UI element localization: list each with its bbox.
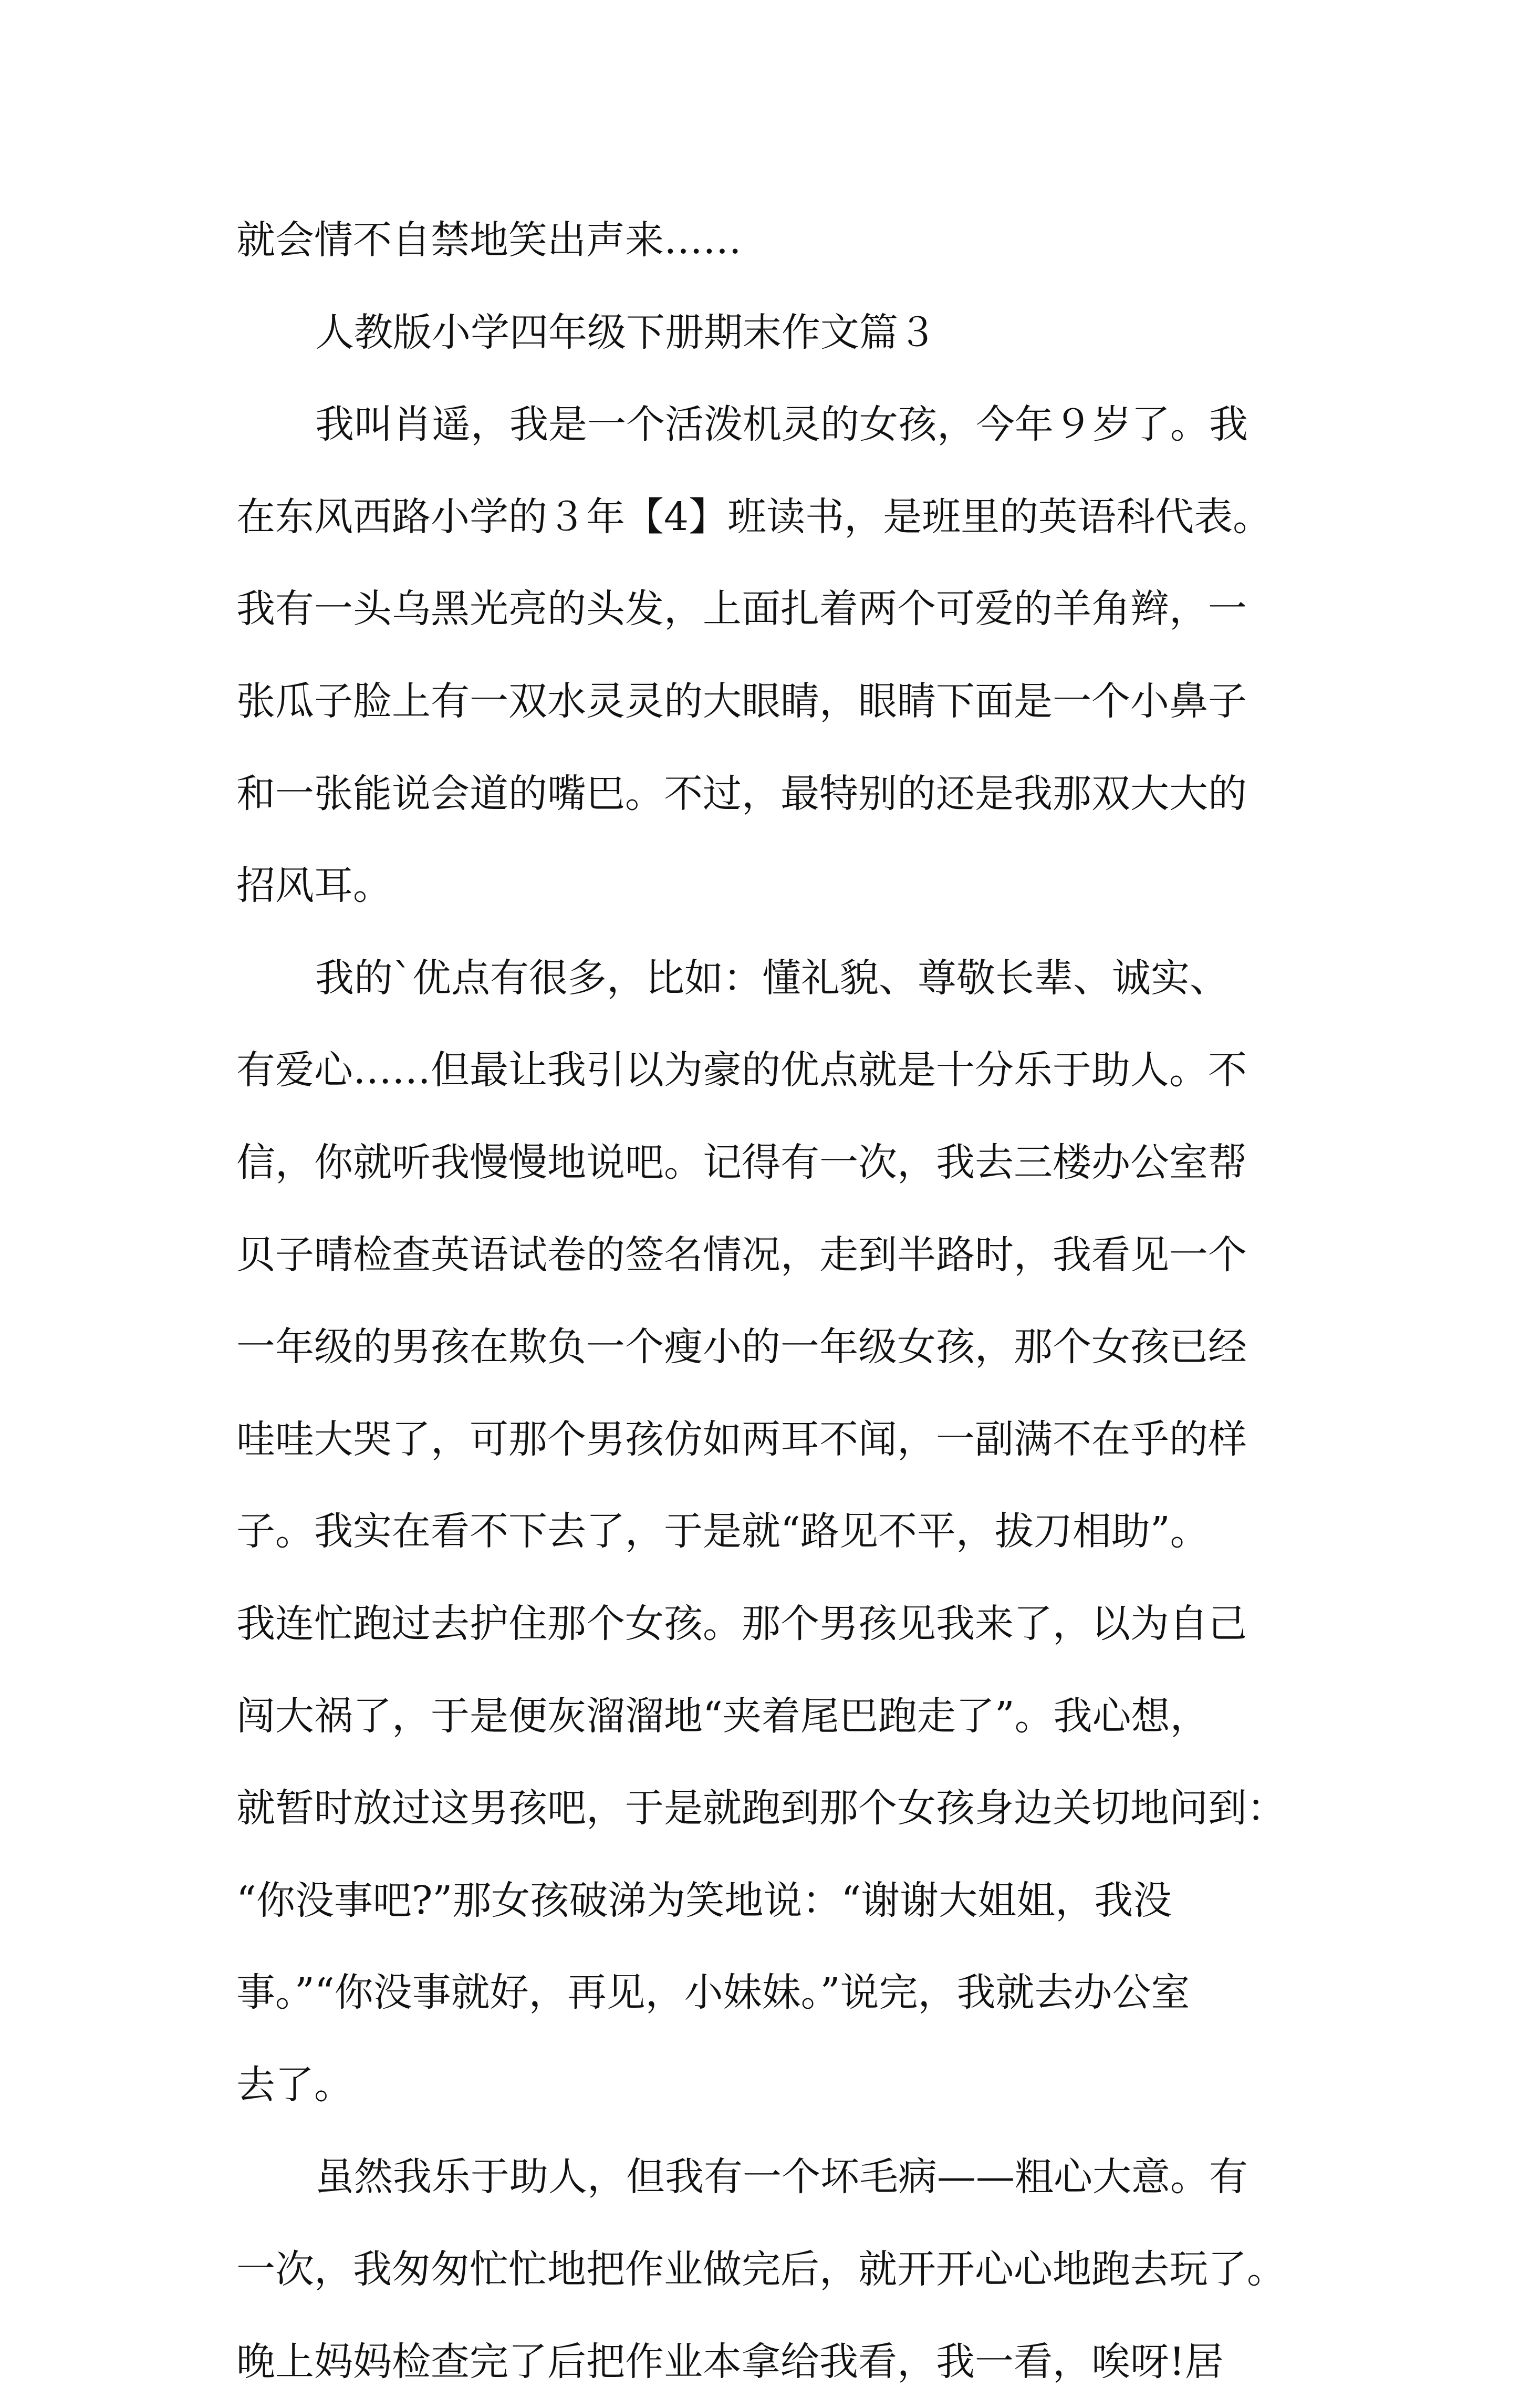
text-line: 一年级的男孩在欺负一个瘦小的一年级女孩，那个女孩已经	[236, 1324, 1247, 1370]
text-line: 贝子晴检查英语试卷的签名情况，走到半路时，我看见一个	[236, 1232, 1247, 1278]
text-line: 和一张能说会道的嘴巴。不过，最特别的还是我那双大大的	[236, 771, 1247, 816]
section-heading: 人教版小学四年级下册期末作文篇３	[315, 309, 937, 355]
text-line: 事。”“你没事就好，再见，小妹妹。”说完，我就去办公室	[236, 1970, 1190, 2016]
text-line: 闯大祸了，于是便灰溜溜地“夹着尾巴跑走了”。我心想，	[236, 1693, 1209, 1739]
paragraph-start-line: 我的`优点有很多，比如：懂礼貌、尊敬长辈、诚实、	[315, 955, 1229, 1001]
text-line: 张瓜子脸上有一双水灵灵的大眼睛，眼睛下面是一个小鼻子	[236, 678, 1247, 724]
text-line: 去了。	[236, 2062, 353, 2108]
paragraph-start-line: 我叫肖遥，我是一个活泼机灵的女孩，今年９岁了。我	[315, 402, 1248, 448]
text-line: 就会情不自禁地笑出声来……	[236, 217, 742, 263]
text-line: 子。我实在看不下去了，于是就“路见不平，拔刀相助”。	[236, 1509, 1209, 1554]
text-line: 有爱心……但最让我引以为豪的优点就是十分乐于助人。不	[236, 1047, 1247, 1093]
document-body	[236, 194, 1303, 2408]
text-line: 晚上妈妈检查完了后把作业本拿给我看，我一看，唉呀!居	[236, 2339, 1224, 2384]
paragraph-start-line: 虽然我乐于助人，但我有一个坏毛病——粗心大意。有	[315, 2154, 1248, 2200]
text-line: 我有一头乌黑光亮的头发，上面扎着两个可爱的羊角辫，一	[236, 586, 1247, 632]
text-line: 我连忙跑过去护住那个女孩。那个男孩见我来了，以为自己	[236, 1601, 1247, 1646]
text-line: 哇哇大哭了，可那个男孩仿如两耳不闻，一副满不在乎的样	[236, 1416, 1247, 1462]
text-line: 在东风西路小学的３年【4】班读书，是班里的英语科代表。	[236, 494, 1272, 539]
text-line: “你没事吧?”那女孩破涕为笑地说：“谢谢大姐姐，我没	[236, 1877, 1172, 1923]
text-line: 信，你就听我慢慢地说吧。记得有一次，我去三楼办公室帮	[236, 1139, 1247, 1185]
text-line: 就暂时放过这男孩吧，于是就跑到那个女孩身边关切地问到：	[236, 1786, 1286, 1831]
text-line: 招风耳。	[236, 863, 392, 909]
text-line: 一次，我匆匆忙忙地把作业做完后，就开开心心地跑去玩了。	[236, 2247, 1286, 2292]
